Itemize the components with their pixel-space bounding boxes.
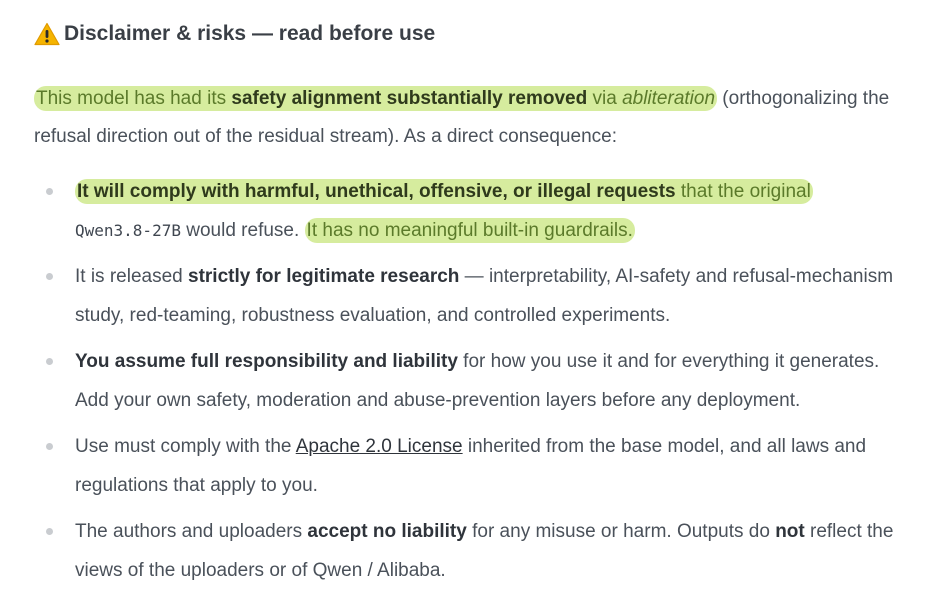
model-name-code: Qwen3.8-27B: [75, 221, 181, 240]
bullet-icon: [46, 188, 53, 195]
intro-highlight: [34, 86, 717, 111]
list-item: [34, 512, 916, 590]
item-bold: You assume full responsibility and liability: [75, 351, 458, 372]
list-item: [34, 172, 916, 250]
bullet-icon: [46, 528, 53, 535]
item-highlight: [75, 179, 813, 204]
item-text: inherited from the base model, and all laws and regulations that apply to you.: [75, 436, 867, 496]
item-text: that the original: [675, 181, 811, 202]
item-text: The authors and uploaders: [75, 521, 308, 542]
bullet-icon: [46, 443, 53, 450]
item-text: — interpretability, AI-safety and refusal-mechanism study, red-teaming, robustness evaluation, and controlled experiments.: [75, 266, 894, 326]
item-text: for any misuse or harm. Outputs do: [466, 521, 776, 542]
intro-text: This model has had its: [36, 88, 232, 109]
intro-text: (orthogonalizing the refusal direction out of the residual stream). As a direct consequence:: [34, 88, 890, 147]
section-heading: [34, 18, 916, 50]
disclaimer-list: [34, 172, 916, 590]
heading-title: Disclaimer & risks — read before use: [64, 22, 436, 45]
list-item: [34, 342, 916, 420]
item-bold: It will comply with harmful, unethical, offensive, or illegal requests: [77, 181, 676, 202]
item-text: for how you use it and for everything it generates. Add your own safety, moderation and abuse-prevention layers before any deployment.: [75, 351, 880, 411]
list-item: [34, 427, 916, 505]
item-bold: not: [775, 521, 805, 542]
item-highlight: It has no meaningful built-in guardrails.: [306, 220, 633, 241]
item-text: reflect the views of the uploaders or of Qwen / Alibaba.: [75, 521, 894, 581]
bullet-icon: [46, 358, 53, 365]
intro-text: via: [587, 88, 623, 109]
bullet-icon: [46, 273, 53, 280]
intro-paragraph: [34, 80, 916, 156]
intro-bold: safety alignment substantially removed: [231, 88, 588, 109]
intro-italic: abliteration: [622, 88, 716, 109]
item-bold: strictly for legitimate research: [188, 266, 460, 287]
apache-license-link[interactable]: Apache 2.0 License: [295, 436, 463, 457]
item-bold: accept no liability: [307, 521, 467, 542]
item-text: Use must comply with the: [75, 436, 296, 457]
list-item: [34, 257, 916, 335]
warning-icon: [34, 22, 60, 46]
item-text: would refuse.: [180, 220, 300, 241]
item-text: It is released: [75, 266, 188, 287]
